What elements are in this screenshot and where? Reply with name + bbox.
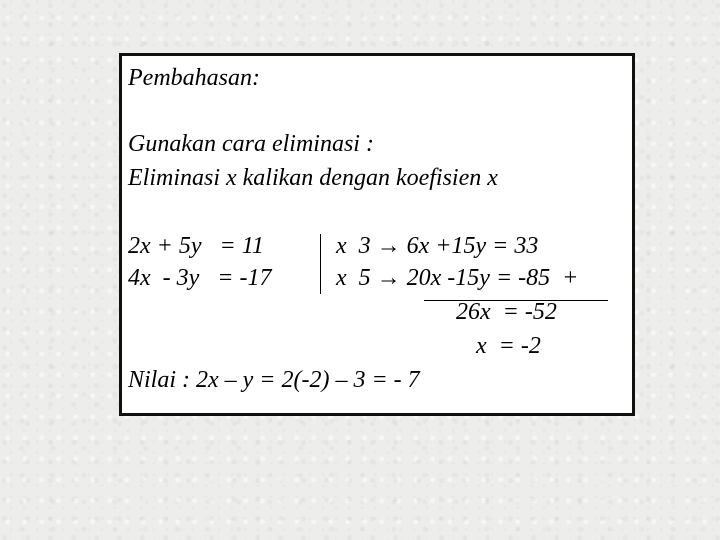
instruction-line-2: Eliminasi x kalikan dengan koefisien x <box>128 165 498 191</box>
equation-2: 4x - 3y = -17 <box>128 265 272 291</box>
multiplied-equation-2: x 5 → 20x -15y = -85 + <box>336 265 579 291</box>
sum-result: 26x = -52 <box>456 299 557 325</box>
final-value: Nilai : 2x – y = 2(-2) – 3 = - 7 <box>128 367 420 393</box>
equation-1: 2x + 5y = 11 <box>128 233 264 259</box>
instruction-line-1: Gunakan cara eliminasi : <box>128 131 374 157</box>
content-box <box>119 53 635 416</box>
x-result: x = -2 <box>476 333 541 359</box>
separator-bar <box>320 234 321 294</box>
heading: Pembahasan: <box>128 65 260 91</box>
multiplied-equation-1: x 3 → 6x +15y = 33 <box>336 233 539 259</box>
